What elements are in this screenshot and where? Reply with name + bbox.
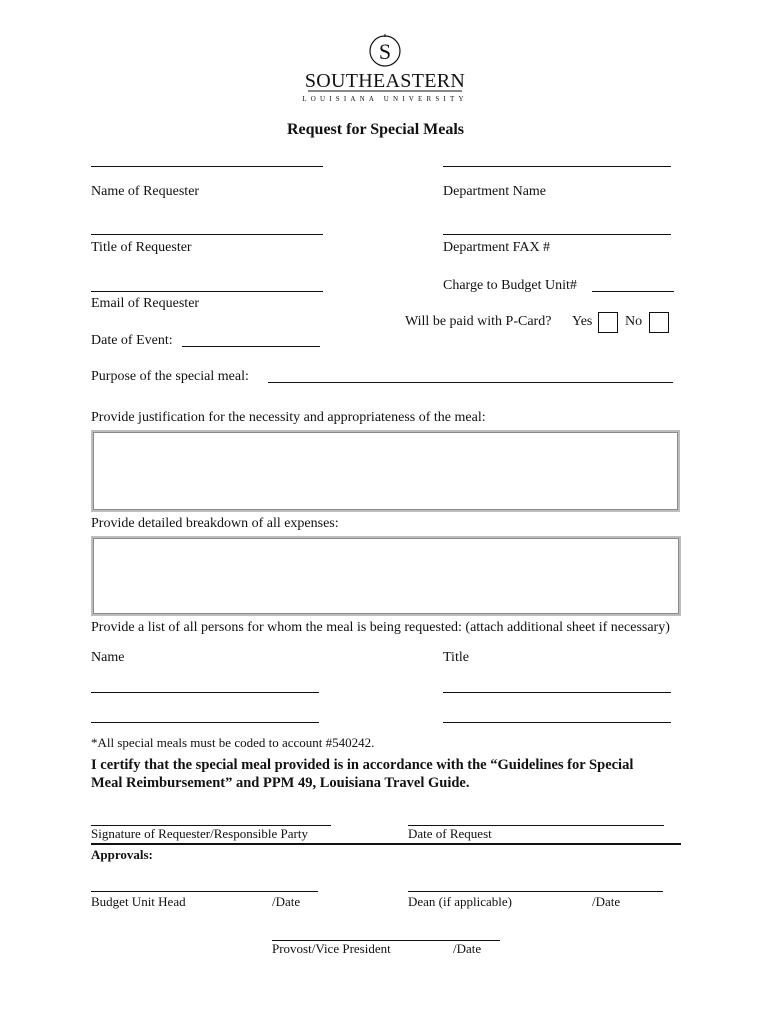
budget-unit-line[interactable] xyxy=(592,291,674,292)
budget-unit-head-label: Budget Unit Head xyxy=(91,894,186,909)
certify-line-1: I certify that the special meal provided is in accordance with the “Guidelines for Special xyxy=(91,757,634,773)
account-note: *All special meals must be coded to account #540242. xyxy=(91,735,375,750)
name-of-requester-line[interactable] xyxy=(91,166,323,167)
title-of-requester-line[interactable] xyxy=(91,234,323,235)
person-title-line-1[interactable] xyxy=(443,692,671,693)
person-name-line-1[interactable] xyxy=(91,692,319,693)
department-name-label: Department Name xyxy=(443,184,547,199)
provost-label: Provost/Vice President xyxy=(272,941,391,956)
approvals-divider xyxy=(91,843,681,845)
title-of-requester-label: Title of Requester xyxy=(91,240,192,255)
logo-subname: LOUISIANA UNIVERSITY xyxy=(302,95,468,103)
logo-emblem-letter: S xyxy=(378,39,392,64)
breakdown-textbox[interactable] xyxy=(91,536,681,616)
title-column-label: Title xyxy=(443,650,469,665)
pcard-no-checkbox[interactable] xyxy=(649,312,669,333)
university-logo xyxy=(300,32,470,104)
dean-date-label: /Date xyxy=(592,894,621,909)
department-name-line[interactable] xyxy=(443,166,671,167)
budget-unit-head-line[interactable] xyxy=(91,891,318,892)
logo-name: SOUTHEASTERN xyxy=(304,70,466,92)
charge-to-budget-unit-label: Charge to Budget Unit# xyxy=(443,278,577,293)
certify-line-2: Meal Reimbursement” and PPM 49, Louisiana Travel Guide. xyxy=(91,775,470,791)
pcard-no-label: No xyxy=(625,314,643,329)
date-of-event-line[interactable] xyxy=(182,346,320,347)
name-of-requester-label: Name of Requester xyxy=(91,184,200,199)
logo-emblem-icon xyxy=(300,32,470,104)
person-title-line-2[interactable] xyxy=(443,722,671,723)
persons-list-label: Provide a list of all persons for whom the meal is being requested: (attach additional sheet if necessary) xyxy=(91,620,670,635)
approvals-label: Approvals: xyxy=(91,847,153,862)
department-fax-label: Department FAX # xyxy=(443,240,551,255)
department-fax-line[interactable] xyxy=(443,234,671,235)
dean-label: Dean (if applicable) xyxy=(408,894,512,909)
provost-date-label: /Date xyxy=(453,941,482,956)
page-title: Request for Special Meals xyxy=(287,121,465,138)
breakdown-label: Provide detailed breakdown of all expenses: xyxy=(91,516,339,531)
justification-label: Provide justification for the necessity and appropriateness of the meal: xyxy=(91,410,486,425)
justification-textbox[interactable] xyxy=(91,430,680,512)
person-name-line-2[interactable] xyxy=(91,722,319,723)
dean-line[interactable] xyxy=(408,891,663,892)
date-of-event-label: Date of Event: xyxy=(91,333,173,348)
pcard-yes-label: Yes xyxy=(572,314,593,329)
purpose-line[interactable] xyxy=(268,382,673,383)
purpose-label: Purpose of the special meal: xyxy=(91,369,249,384)
pcard-yes-checkbox[interactable] xyxy=(598,312,618,333)
date-of-request-label: Date of Request xyxy=(408,826,492,841)
pcard-question: Will be paid with P-Card? xyxy=(405,314,552,329)
signature-requester-label: Signature of Requester/Responsible Party xyxy=(91,826,308,841)
budget-unit-head-date-label: /Date xyxy=(272,894,301,909)
email-of-requester-line[interactable] xyxy=(91,291,323,292)
email-of-requester-label: Email of Requester xyxy=(91,296,200,311)
name-column-label: Name xyxy=(91,650,125,665)
